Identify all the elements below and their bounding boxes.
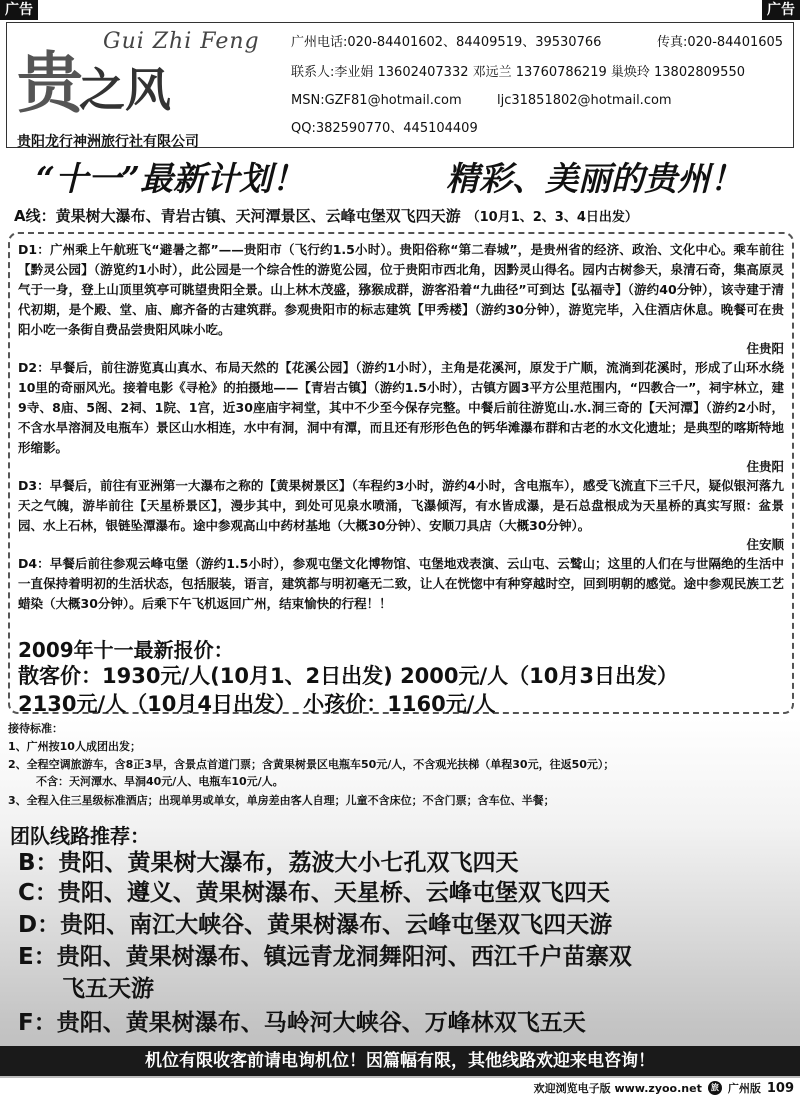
page-footer: [534, 1080, 794, 1096]
logo-main-big: 贵: [17, 44, 79, 122]
standards-title: 接待标准：: [8, 722, 63, 735]
day-1-stay: 住贵阳: [746, 341, 784, 356]
day-3-stay: 住安顺: [746, 537, 784, 552]
price-line-2: 2130元/人（10月4日出发） 小孩价：1160元/人: [18, 692, 496, 716]
contact-persons: 联系人:李业娟 13602407332 邓远兰 13760786219 巢焕玲 13802809550: [291, 65, 745, 80]
standards-line-2: 2、全程空调旅游车，含8正3早，含景点首道门票；含黄果树景区电瓶车50元/人，不含观光扶梯（单程30元，往返50元）；: [8, 758, 615, 771]
route-a-label: A线：黄果树大瀑布、青岩古镇、天河潭景区、云峰屯堡双飞四天游: [14, 207, 461, 225]
day-1: [18, 240, 784, 358]
team-route-e: E：贵阳、黄果树瀑布、镇远青龙洞舞阳河、西江千户苗寨双: [18, 944, 632, 970]
headline-left: “十一”最新计划！: [36, 159, 305, 198]
route-a-dates: （10月1、2、3、4日出发）: [466, 210, 638, 225]
logo-pinyin: Gui Zhi Feng: [103, 29, 260, 54]
headline-right: 精彩、美丽的贵州！: [446, 159, 743, 198]
badge-icon: 旅: [708, 1081, 722, 1095]
day-1-text: D1：广州乘上午航班飞“避暑之都”——贵阳市（飞行约1.5小时）。贵阳俗称“第二春城”，是贵州省的经济、政治、文化中心。乘车前往【黔灵公园】（游览约1小时），此公园是一个综合性的游览公园，位于贵阳市西北角，因黔灵山得名。园内古树参天，泉清石奇，集高原灵气于一身，登上山顶里筑亭可眺望贵阳全景。山上林木茂盛，猕猴成群，游客沿着“九曲径”可到达【弘福寺】（游约40分钟），该寺建于清代初期，是个殿、堂、庙、廊齐备的古建筑群。参观贵阳市的标志建筑【甲秀楼】（游约30分钟），游览完毕，入住酒店休息。晚餐可在贵阳小吃一条街自费品尝贵阳风味小吃。: [18, 242, 784, 337]
price-title: 2009年十一最新报价：: [18, 638, 234, 662]
headline: [36, 153, 796, 199]
day-2-stay: 住贵阳: [746, 459, 784, 474]
ad-tag-left: 广告: [0, 0, 38, 20]
company-name: 贵阳龙行神洲旅行社有限公司: [17, 134, 199, 150]
team-routes-title: 团队线路推荐：: [10, 824, 150, 848]
day-3-text: D3：早餐后，前往有亚洲第一大瀑布之称的【黄果树景区】（车程约3小时，游约4小时，含电瓶车），感受飞流直下三千尺，疑似银河落九天之气魄，游毕前往【天星桥景区】，漫步其中，到处可见泉水喷涌，飞瀑倾泻，有水皆成瀑，是石总盘根成为天星桥的真实写照：盆景园、水上石林，银链坠潭瀑布。途中参观高山中药材基地（大概30分钟）、安顺刀具店（大概30分钟）。: [18, 478, 784, 533]
day-2-text: D2：早餐后，前往游览真山真水、布局天然的【花溪公园】（游约1小时），主角是花溪河，原发于广顺，流淌到花溪时，形成了山环水绕10里的奇丽风光。接着电影《寻枪》的拍摄地——【青岩古镇】（游约1.5小时），古镇方圆3平方公里范围内，“四教合一”，祠宇林立，建9寺、8庙、5阁、2祠、1院、1宫，近30座庙宇祠堂，其中不少至今保存完整。中餐后前往游览山.水.洞三奇的【天河潭】（游约2小时，不含水旱溶洞及电瓶车）景区山水相连，水中有洞，洞中有潭，而且还有形形色色的钙华滩瀑布群和古老的水文化遗址；是典型的喀斯特地形缩影。: [18, 360, 784, 455]
header-box: [6, 22, 794, 148]
team-route-b: B：贵阳、黄果树大瀑布，荔波大小七孔双飞四天: [18, 850, 519, 876]
team-route-c: C：贵阳、遵义、黄果树瀑布、天星桥、云峰屯堡双飞四天: [18, 880, 610, 906]
standards-line-3: 不含：天河潭水、旱洞40元/人、电瓶车10元/人。: [36, 775, 284, 788]
footer-notice: 机位有限收客前请电询机位！因篇幅有限，其他线路欢迎来电咨询！: [0, 1046, 800, 1076]
page-number: 109: [766, 1080, 794, 1096]
team-route-f: F：贵阳、黄果树瀑布、马岭河大峡谷、万峰林双飞五天: [18, 1010, 586, 1036]
day-4: [18, 554, 784, 614]
day-4-text: D4：早餐后前往参观云峰屯堡（游约1.5小时），参观屯堡文化博物馆、屯堡地戏表演、云山屯、云鹫山；这里的人们在与世隔绝的生活中一直保持着明初的生活状态，包括服装，语言，建筑都与明初毫无二致，让人在恍惚中有种穿越时空，回到明朝的感觉。途中参观民族工艺蜡染（大概30分钟）。后乘下午飞机返回广州，结束愉快的行程！！: [18, 556, 784, 611]
day-2: [18, 358, 784, 476]
team-route-e-cont: 飞五天游: [62, 976, 154, 1002]
price-line-1: 散客价：1930元/人(10月1、2日出发) 2000元/人（10月3日出发）: [18, 664, 679, 688]
logo-main: [17, 43, 171, 130]
standards-line-4: 3、全程入住三星级标准酒店；出现单男或单女，单房差由客人自理；儿童不含床位；不含门票；含车位、半餐；: [8, 794, 555, 807]
ad-tag-right: 广告: [762, 0, 800, 20]
contact-phone: 广州电话:020-84401602、84409519、39530766: [291, 35, 602, 50]
footer-site[interactable]: 欢迎浏览电子版 www.zyoo.net: [533, 1082, 702, 1095]
contact-qq: QQ:382590770、445104409: [291, 121, 478, 136]
logo-main-small: 之风: [79, 63, 171, 117]
contact-msn: MSN:GZF81@hotmail.com: [291, 93, 462, 108]
day-3: [18, 476, 784, 554]
contact-fax: 传真:020-84401605: [657, 35, 784, 50]
route-a-title: [14, 205, 638, 226]
logo: [11, 27, 281, 150]
standards-line-1: 1、广州按10人成团出发；: [8, 740, 141, 753]
contact-email: ljc31851802@hotmail.com: [497, 93, 672, 108]
team-route-d: D：贵阳、南江大峡谷、黄果树瀑布、云峰屯堡双飞四天游: [18, 912, 613, 938]
footer-edition: 广州版: [727, 1082, 761, 1095]
